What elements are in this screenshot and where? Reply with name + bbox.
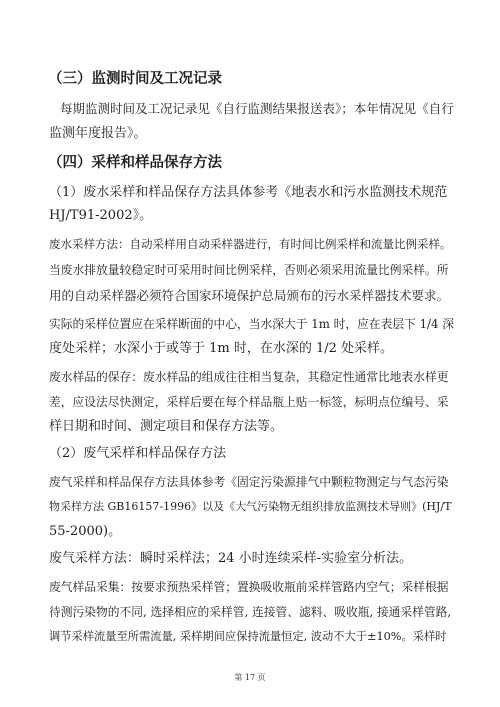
paragraph-line: 每期监测时间及工况记录见《自行监测结果报送表》；本年情况见《自行 xyxy=(60,101,454,116)
paragraph-line: （1）废水采样和样品保存方法具体参考《地表水和污水监测技术规范 xyxy=(49,185,448,200)
paragraph-line: 废水采样方法：自动采样用自动采样器进行，有时间比例采样和流量比例采样。 xyxy=(49,237,452,251)
paragraph-line: 差，应设法尽快测定，采样后要在每个样品瓶上贴一标签，标明点位编号、采 xyxy=(49,395,449,409)
section-heading-monitoring-time: （三）监测时间及工况记录 xyxy=(48,70,222,87)
paragraph-line: 监测年度报告》。 xyxy=(49,126,147,141)
paragraph-line: 废水样品的保存：废水样品的组成往往相当复杂，其稳定性通常比地表水样更 xyxy=(49,370,449,384)
paragraph-line: 55-2000)。 xyxy=(49,524,122,539)
paragraph-line: 废气采样和样品保存方法具体参考《固定污染源排气中颗粒物测定与气态污染 xyxy=(49,475,449,489)
paragraph-line: 度处采样；水深小于或等于 1m 时，在水深的 1/2 处采样。 xyxy=(49,341,394,356)
paragraph-line: HJ/T91-2002》。 xyxy=(49,208,153,223)
page-number: 第 17 页 xyxy=(234,673,266,682)
paragraph-line: 用的自动采样器必须符合国家环境保护总局颁布的污水采样器技术要求。 xyxy=(49,288,450,303)
paragraph-line: 废气采样方法：瞬时采样法；24 小时连续采样-实验室分析法。 xyxy=(49,551,413,566)
paragraph-line: 调节采样流量至所需流量, 采样期间应保持流量恒定, 波动不大于±10%。采样时 xyxy=(49,630,447,643)
paragraph-line: 实际的采样位置应在采样断面的中心，当水深大于 1m 时，应在表层下 1/4 深 xyxy=(49,317,454,331)
section-heading-sampling-methods: （四）采样和样品保存方法 xyxy=(48,154,222,171)
paragraph-line: 物采样方法 GB16157-1996》以及《大气污染物无组织排放监测技术导则》(HJ/T xyxy=(49,500,452,513)
paragraph-line: 待测污染物的不同, 选择相应的采样管, 连接管、滤料、吸收瓶, 接通采样管路, xyxy=(49,605,452,619)
paragraph-line: 当废水排放量较稳定时可采用时间比例采样，否则必须采用流量比例采样。所 xyxy=(49,263,449,277)
subsection-heading-gas-sampling: （2）废气采样和样品保存方法 xyxy=(49,446,227,461)
paragraph-line: 废气样品采集：按要求预热采样管；置换吸收瓶前采样管路内空气；采样根据 xyxy=(49,580,449,594)
paragraph-line: 样日期和时间、测定项目和保存方法等。 xyxy=(49,419,284,434)
